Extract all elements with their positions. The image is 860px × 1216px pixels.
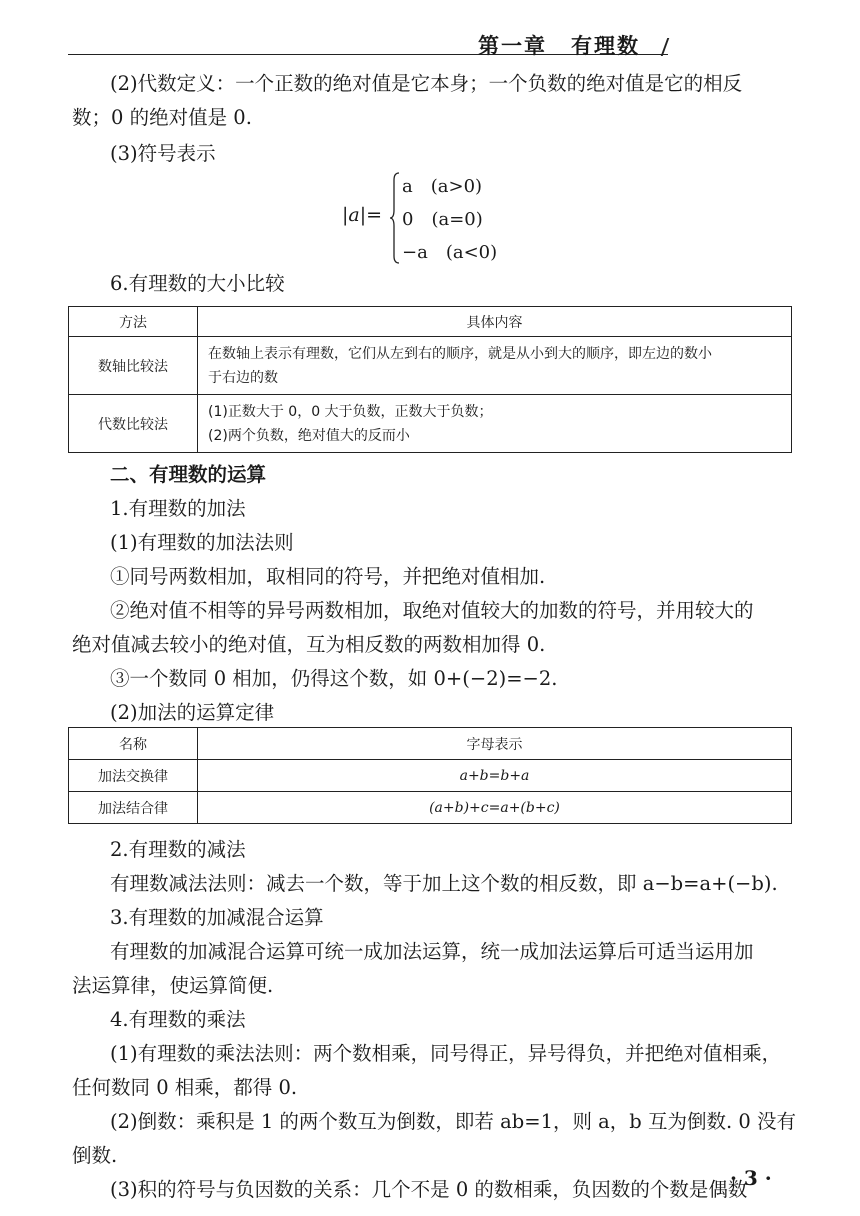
- table-cell-content: [198, 337, 792, 395]
- section-mixed-operations: 3.有理数的加减混合运算: [110, 906, 324, 929]
- table-row: [69, 760, 792, 792]
- line-algebraic-definition: (2)代数定义：一个正数的绝对值是它本身；一个负数的绝对值是它的相反: [110, 72, 743, 95]
- formula-case-positive: a (a>0): [402, 176, 483, 197]
- line-mixed-operations: 有理数的加减混合运算可统一成加法运算，统一成加法运算后可适当运用加: [110, 940, 754, 963]
- formula-case-negative: −a (a<0): [402, 242, 498, 263]
- table-header-formula: 字母表示: [198, 728, 792, 760]
- left-brace-icon: [390, 172, 400, 264]
- table-header-row: [69, 728, 792, 760]
- content-line: 在数轴上表示有理数，它们从左到右的顺序，就是从小到大的顺序，即左边的数小: [208, 345, 712, 362]
- table-header-row: [69, 307, 792, 337]
- line-product-sign: (3)积的符号与负因数的关系：几个不是 0 的数相乘，负因数的个数是偶数: [110, 1178, 748, 1201]
- comparison-table: [68, 306, 792, 453]
- line-rule-1: ①同号两数相加，取相同的符号，并把绝对值相加.: [110, 565, 546, 588]
- chapter-number: 第一章: [478, 33, 547, 58]
- content-line: 于右边的数: [208, 369, 278, 386]
- page-number: · 3 ·: [730, 1166, 772, 1190]
- table-header-content: 具体内容: [198, 307, 792, 337]
- content-line: (1)正数大于 0，0 大于负数，正数大于负数；: [208, 403, 493, 420]
- section-subtraction: 2.有理数的减法: [110, 838, 246, 861]
- table-row: [69, 395, 792, 453]
- chapter-title: 有理数: [571, 33, 640, 58]
- line-multiplication-rule-cont: 任何数同 0 相乘，都得 0.: [72, 1076, 298, 1099]
- table-cell-name: 加法交换律: [69, 760, 198, 792]
- section-addition: 1.有理数的加法: [110, 497, 246, 520]
- line-multiplication-rule: (1)有理数的乘法法则：两个数相乘，同号得正，异号得负，并把绝对值相乘，: [110, 1042, 782, 1065]
- table-cell-name: 加法结合律: [69, 792, 198, 824]
- line-reciprocal-cont: 倒数.: [72, 1144, 118, 1167]
- line-rule-3: ③一个数同 0 相加，仍得这个数，如 0+(−2)=−2.: [110, 667, 558, 690]
- line-addition-laws: (2)加法的运算定律: [110, 701, 275, 724]
- line-reciprocal: (2)倒数：乘积是 1 的两个数互为倒数，即若 ab=1，则 a，b 互为倒数. 0 没有: [110, 1110, 796, 1133]
- line-algebraic-definition-cont: 数；0 的绝对值是 0.: [72, 106, 252, 129]
- content-line: (2)两个负数，绝对值大的反而小: [208, 427, 410, 444]
- line-subtraction-rule: 有理数减法法则：减去一个数，等于加上这个数的相反数，即 a−b=a+(−b).: [110, 872, 778, 895]
- table-cell-formula: (a+b)+c=a+(b+c): [198, 792, 792, 824]
- table-header-method: 方法: [69, 307, 198, 337]
- formula-case-zero: 0 (a=0): [402, 209, 483, 230]
- line-rule-2-cont: 绝对值减去较小的绝对值，互为相反数的两数相加得 0.: [72, 633, 546, 656]
- table-cell-formula: a+b=b+a: [198, 760, 792, 792]
- formula-lhs: |a|=: [342, 204, 383, 226]
- line-rule-2: ②绝对值不相等的异号两数相加，取绝对值较大的加数的符号，并用较大的: [110, 599, 754, 622]
- section-multiplication: 4.有理数的乘法: [110, 1008, 246, 1031]
- table-row: [69, 337, 792, 395]
- absolute-value-formula: [342, 170, 542, 266]
- section-operations-heading: 二、有理数的运算: [110, 463, 267, 486]
- line-mixed-operations-cont: 法运算律，使运算简便.: [72, 974, 274, 997]
- section-size-comparison: 6.有理数的大小比较: [110, 272, 285, 295]
- line-symbol-representation: (3)符号表示: [110, 142, 216, 165]
- line-addition-rules: (1)有理数的加法法则: [110, 531, 294, 554]
- table-cell-method: 数轴比较法: [69, 337, 198, 395]
- table-header-name: 名称: [69, 728, 198, 760]
- table-row: [69, 792, 792, 824]
- table-cell-content: [198, 395, 792, 453]
- table-cell-method: 代数比较法: [69, 395, 198, 453]
- chapter-header: [478, 30, 640, 60]
- addition-laws-table: [68, 727, 792, 824]
